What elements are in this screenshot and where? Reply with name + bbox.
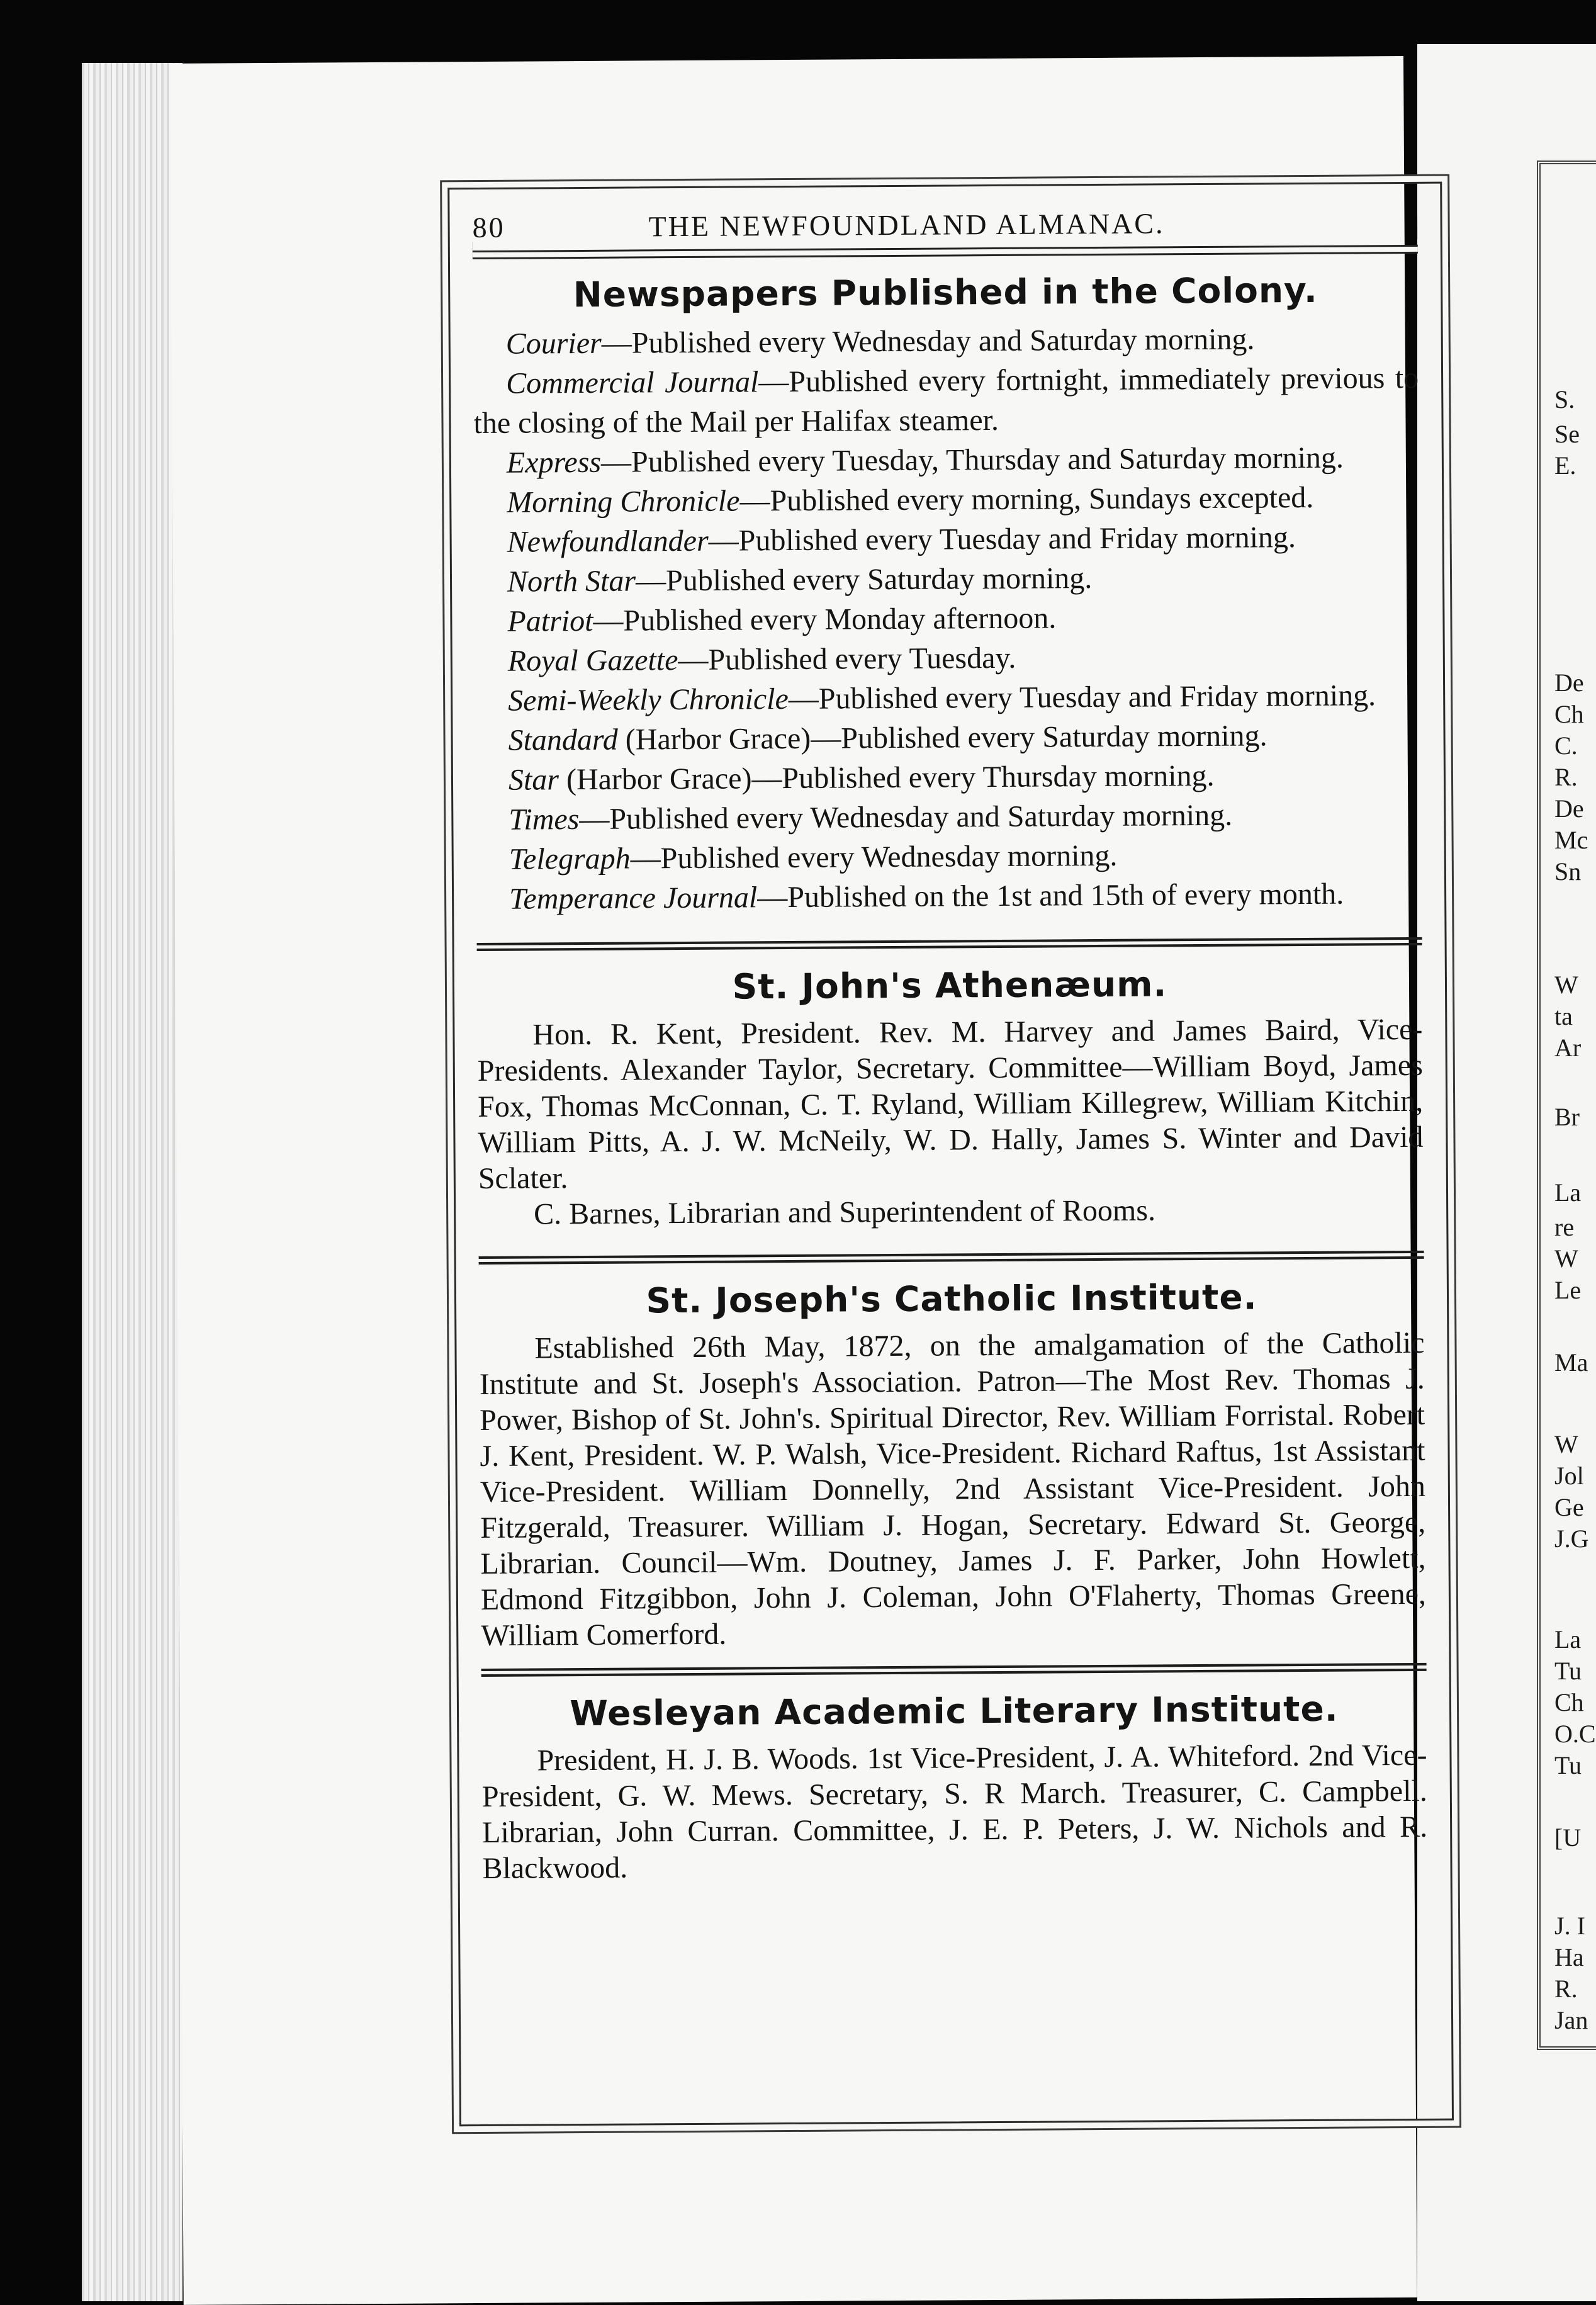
facing-fragment: Ch (1554, 1688, 1584, 1716)
newspaper-entry (473, 318, 1419, 364)
facing-fragment: W (1554, 971, 1578, 999)
facing-fragment: Jol (1554, 1462, 1584, 1490)
facing-fragment: E. (1554, 451, 1576, 480)
facing-fragment: Tu (1554, 1751, 1582, 1779)
newspaper-name: Patriot (507, 604, 593, 638)
newspaper-schedule: —Published every Wednesday and Saturday morning. (579, 798, 1233, 837)
athenaeum-librarian: C. Barnes, Librarian and Superintendent of Rooms. (534, 1193, 1156, 1231)
newspaper-schedule: (Harbor Grace)—Published every Thursday morning. (558, 758, 1215, 797)
newspaper-entry (474, 437, 1419, 483)
facing-fragment: La (1554, 1625, 1582, 1654)
facing-fragment: O.C (1554, 1720, 1596, 1748)
facing-fragment: C. (1554, 731, 1578, 760)
facing-fragment: J. I (1554, 1912, 1585, 1940)
facing-fragment: R. (1554, 763, 1578, 791)
newspaper-entry (473, 358, 1419, 443)
catholic-institute-text: Established 26th May, 1872, on the amalgamation of the Catholic Institute and St. Joseph's Association. Patron—The Most Rev. Thomas J. Power, Bishop of St. John's. Spiritual Director, Rev. William Forristal. Robert J. Kent, President. W. P. Walsh, Vice-President. Richard Raftus, 1st Assistant Vice-President. William Donnelly, 2nd Assistant Vice-President. John Fitzgerald, Treasurer. William J. Hogan, Secretary. Edward St. George, Librarian. Council—Wm. Doutney, James J. F. Parker, John Howlett, Edmond Fitzgibbon, John J. Coleman, John O'Flaherty, Thomas Greene, William Comerford. (479, 1326, 1427, 1653)
facing-fragment: Ge (1554, 1493, 1584, 1521)
running-title: THE NEWFOUNDLAND ALMANAC. (648, 207, 1165, 243)
newspaper-name: Morning Chronicle (507, 484, 740, 519)
newspaper-schedule: —Published on the 1st and 15th of every month. (757, 877, 1344, 915)
facing-fragment: [U (1554, 1823, 1582, 1852)
newspaper-name: Royal Gazette (507, 643, 678, 678)
facing-fragment: Ar (1554, 1034, 1582, 1062)
newspaper-entry (475, 596, 1420, 641)
facing-fragment: Ma (1554, 1348, 1588, 1377)
newspaper-schedule: —Published every morning, Sundays excepted. (739, 480, 1314, 518)
newspaper-name: Newfoundlander (507, 524, 709, 559)
newspaper-entry (475, 636, 1420, 681)
facing-fragment: R. (1554, 1975, 1578, 2003)
newspaper-entry (476, 834, 1422, 879)
athenaeum-heading: St. John's Athenæum. (732, 964, 1167, 1007)
newspaper-schedule: (Harbor Grace)—Published every Saturday morning. (617, 719, 1267, 757)
facing-fragment: Jan (1554, 2006, 1588, 2034)
newspaper-name: Express (506, 445, 602, 480)
catholic-institute-heading: St. Joseph's Catholic Institute. (646, 1276, 1257, 1321)
facing-fragment: Le (1554, 1276, 1582, 1304)
running-header (472, 205, 1417, 252)
facing-fragment: W (1554, 1244, 1578, 1273)
page-edge (82, 63, 183, 2301)
newspaper-schedule: —Published every Monday afternoon. (593, 601, 1057, 638)
wesleyan-text: President, H. J. B. Woods. 1st Vice-President, J. A. Whiteford. 2nd Vice-President, G. W. Mews. Secretary, S. R March. Treasurer, C. Campbell. Librarian, John Curran. Committee, J. E. P. Peters, J. W. Nichols and R. Blackwood. (481, 1738, 1428, 1886)
newspaper-schedule: —Published every Wednesday morning. (630, 838, 1118, 876)
newspaper-entry (474, 517, 1419, 562)
newspaper-entry (476, 755, 1421, 800)
newspaper-schedule: —Published every Tuesday and Friday morning. (708, 521, 1296, 558)
facing-fragment: Mc (1554, 826, 1588, 854)
facing-fragment: Sn (1554, 857, 1582, 886)
facing-fragment: Br (1554, 1103, 1580, 1131)
page-number: 80 (472, 211, 505, 244)
facing-fragment: Ha (1554, 1943, 1584, 1971)
wesleyan-heading: Wesleyan Academic Literary Institute. (570, 1688, 1339, 1734)
facing-fragment: La (1554, 1178, 1582, 1207)
facing-fragment: Se (1554, 420, 1580, 448)
newspaper-name: North Star (507, 564, 636, 599)
newspaper-entry (475, 556, 1420, 602)
newspaper-name: Commercial Journal (505, 365, 759, 400)
facing-fragment: re (1554, 1213, 1575, 1241)
facing-fragment: W (1554, 1430, 1578, 1458)
newspaper-name: Semi-Weekly Chronicle (508, 682, 789, 718)
facing-fragment: J.G (1554, 1524, 1589, 1553)
newspaper-schedule: —Published every Tuesday and Friday morning. (788, 679, 1376, 716)
facing-fragment: S. (1554, 385, 1575, 414)
newspaper-schedule: —Published every Tuesday. (678, 641, 1016, 677)
newspaper-name: Standard (508, 723, 618, 757)
newspaper-entry (475, 675, 1420, 721)
almanac-page (170, 56, 1428, 2305)
newspaper-name: Courier (505, 326, 602, 361)
page-border (447, 182, 1454, 2127)
newspapers-list (473, 318, 1422, 919)
section-divider (479, 1251, 1424, 1259)
newspaper-schedule: —Published every Saturday morning. (635, 561, 1093, 598)
newspaper-entry (474, 477, 1419, 522)
newspaper-entry (476, 874, 1422, 919)
facing-fragment: De (1554, 668, 1584, 697)
athenaeum-officers: Hon. R. Kent, President. Rev. M. Harvey and James Baird, Vice-Presidents. Alexander Taylor, Secretary. Committee—William Boyd, James Fox, Thomas McConnan, C. T. Ryland, William Killegrew, William Kitchin, William Pitts, A. J. W. McNeily, W. D. Hally, James S. Winter and David Sclater. (477, 1012, 1424, 1196)
newspaper-entry (476, 794, 1421, 840)
newspaper-name: Star (508, 763, 559, 797)
section-divider (481, 1663, 1427, 1671)
newspaper-name: Temperance Journal (509, 881, 758, 916)
facing-fragment: Tu (1554, 1657, 1582, 1685)
section-divider (477, 937, 1422, 945)
facing-fragment: ta (1554, 1002, 1573, 1030)
newspaper-entry (475, 715, 1420, 760)
facing-fragment: De (1554, 794, 1584, 823)
newspaper-schedule: —Published every Wednesday and Saturday morning. (601, 322, 1255, 360)
facing-fragment: Ch (1554, 700, 1584, 728)
newspapers-heading: Newspapers Published in the Colony. (573, 269, 1318, 315)
newspaper-name: Times (509, 803, 580, 837)
newspaper-schedule: —Published every Tuesday, Thursday and Saturday morning. (600, 441, 1344, 479)
newspaper-name: Telegraph (509, 842, 631, 876)
newspaper-schedule: —Published every fortnight, immediately previous to the closing of the Mail per Halifax steamer. (473, 361, 1419, 441)
